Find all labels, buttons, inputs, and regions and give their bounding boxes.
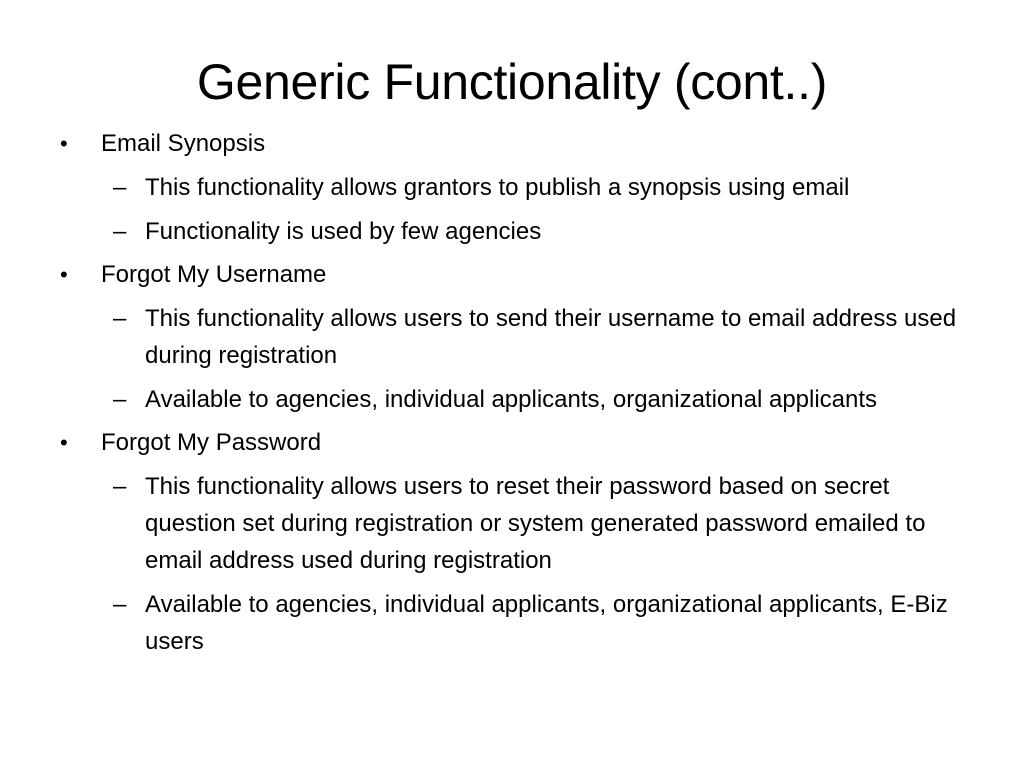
sub-item-text: This functionality allows grantors to publish a synopsis using email [145, 174, 850, 201]
bullet-forgot-username [58, 256, 968, 293]
dash-icon: – [113, 386, 127, 413]
sub-item [58, 381, 968, 418]
dash-icon: – [113, 473, 127, 500]
sub-item [58, 169, 968, 206]
sub-item-text: This functionality allows users to send their username to email address used during registration [145, 305, 957, 369]
slide-content [58, 125, 968, 660]
sub-item [58, 586, 968, 660]
dash-icon: – [113, 591, 127, 618]
dash-icon: – [113, 305, 127, 332]
bullet-email-synopsis [58, 125, 968, 162]
bullet-label: Forgot My Password [101, 429, 322, 456]
dash-icon: – [113, 218, 127, 245]
dash-icon: – [113, 174, 127, 201]
sub-item-text: This functionality allows users to reset their password based on secret question set during registration or system generated password emailed to email address used during registration [145, 473, 926, 574]
bullet-dot-icon: • [60, 131, 68, 156]
bullet-label: Forgot My Username [101, 261, 327, 288]
sub-item-text: Available to agencies, individual applicants, organizational applicants [145, 386, 878, 413]
bullet-label: Email Synopsis [101, 130, 266, 157]
bullet-dot-icon: • [60, 430, 68, 455]
bullet-forgot-password [58, 424, 968, 461]
sub-item [58, 468, 968, 579]
slide-title: Generic Functionality (cont..) [196, 54, 828, 110]
sub-item [58, 300, 968, 374]
sub-item [58, 213, 968, 250]
bullet-dot-icon: • [60, 262, 68, 287]
sub-item-text: Available to agencies, individual applicants, organizational applicants, E-Biz users [145, 591, 948, 655]
sub-item-text: Functionality is used by few agencies [145, 218, 542, 245]
